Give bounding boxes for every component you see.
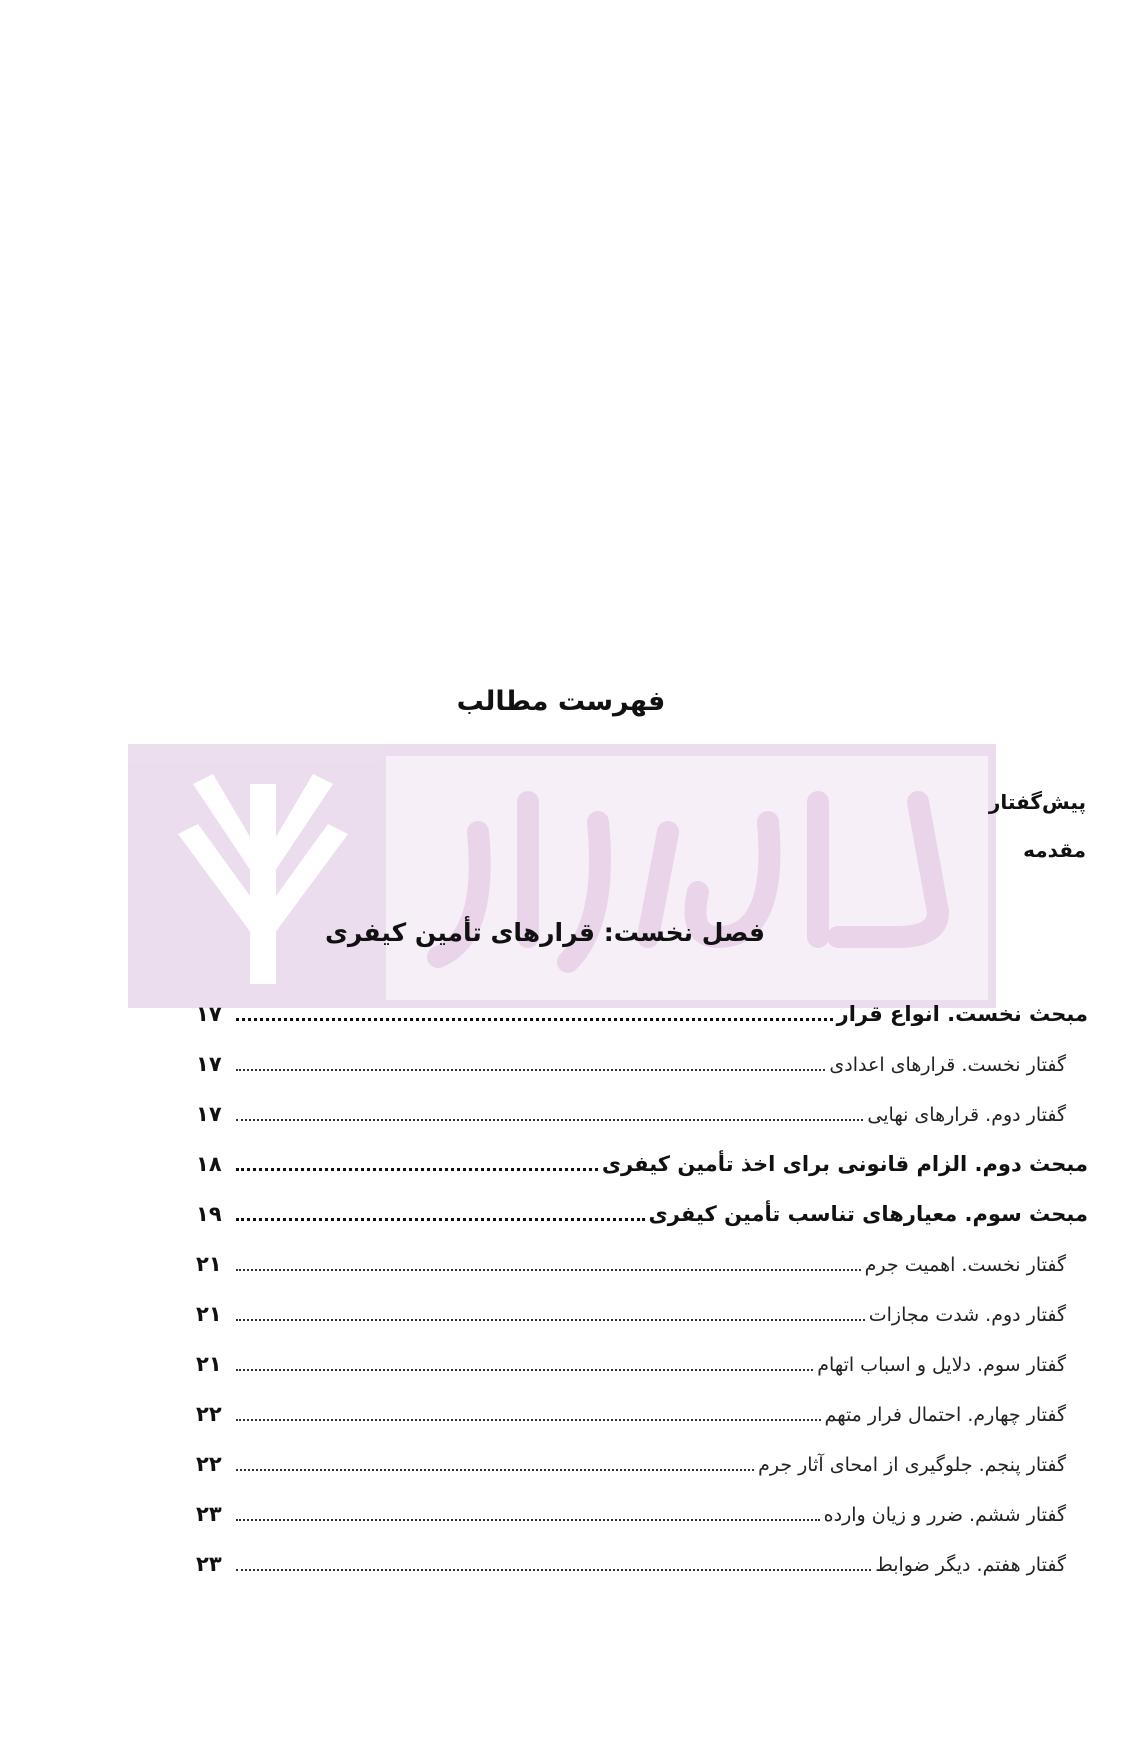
toc-entry-page: ۱۸ <box>196 1152 222 1176</box>
toc-entry[interactable] <box>196 980 1088 1030</box>
toc-entry-title: گفتار پنجم. جلوگیری از امحای آثار جرم <box>758 1454 1066 1476</box>
toc-entry-title: گفتار سوم. دلایل و اسباب اتهام <box>817 1354 1066 1376</box>
dot-leader <box>236 1319 865 1321</box>
toc-entry-page: ۲۲ <box>196 1402 222 1426</box>
dot-leader <box>236 1119 863 1121</box>
dot-leader <box>236 1469 754 1471</box>
toc-entry-title: مبحث سوم. معیارهای تناسب تأمین کیفری <box>648 1202 1088 1226</box>
toc-entry-page: ۲۲ <box>196 1452 222 1476</box>
toc-entry-title: گفتار چهارم. احتمال فرار متهم <box>824 1404 1066 1426</box>
dot-leader <box>236 1269 861 1271</box>
toc-entry-title: گفتار دوم. قرارهای نهایی <box>867 1104 1066 1126</box>
toc-entry-title: گفتار دوم. شدت مجازات <box>868 1304 1066 1326</box>
dot-leader <box>236 1519 820 1521</box>
watermark-logo-text <box>398 762 978 992</box>
toc-entry-page: ۲۱ <box>196 1252 222 1276</box>
toc-entry[interactable] <box>196 1080 1088 1130</box>
toc-entry[interactable] <box>196 1280 1088 1330</box>
toc-entry[interactable] <box>196 1530 1088 1580</box>
page-title: فهرست مطالب <box>456 686 666 717</box>
dot-leader <box>236 1569 871 1571</box>
toc-entry-page: ۲۳ <box>196 1552 222 1576</box>
toc-entry-page: ۱۷ <box>196 1052 222 1076</box>
dot-leader <box>236 1369 813 1371</box>
toc-entry-title: گفتار ششم. ضرر و زیان وارده <box>823 1504 1066 1526</box>
toc-entry-page: ۲۱ <box>196 1302 222 1326</box>
toc-entry-page: ۱۷ <box>196 1002 222 1026</box>
dot-leader <box>236 1168 598 1171</box>
table-of-contents <box>196 980 1088 1580</box>
toc-entry[interactable] <box>196 1330 1088 1380</box>
toc-entry[interactable] <box>196 1230 1088 1280</box>
toc-entry-page: ۱۷ <box>196 1102 222 1126</box>
dot-leader <box>236 1419 821 1421</box>
front-matter-preface[interactable]: پیش‌گفتار <box>988 790 1086 814</box>
toc-entry[interactable] <box>196 1480 1088 1530</box>
toc-entry[interactable] <box>196 1180 1088 1230</box>
toc-entry-title: گفتار نخست. اهمیت جرم <box>864 1254 1066 1276</box>
toc-entry-title: مبحث دوم. الزام قانونی برای اخذ تأمین کیفری <box>601 1152 1088 1176</box>
dot-leader <box>236 1069 825 1071</box>
watermark <box>128 744 996 1008</box>
toc-entry[interactable] <box>196 1430 1088 1480</box>
toc-entry[interactable] <box>196 1130 1088 1180</box>
front-matter-introduction[interactable]: مقدمه <box>1023 838 1086 862</box>
chapter-title: فصل نخست: قرارهای تأمین کیفری <box>324 918 766 947</box>
toc-entry-title: مبحث نخست. انواع قرار <box>836 1002 1088 1026</box>
toc-entry-page: ۱۹ <box>196 1202 222 1226</box>
dot-leader <box>236 1218 645 1221</box>
dot-leader <box>236 1018 833 1021</box>
toc-entry-title: گفتار نخست. قرارهای اعدادی <box>829 1054 1066 1076</box>
toc-entry[interactable] <box>196 1030 1088 1080</box>
toc-entry-title: گفتار هفتم. دیگر ضوابط <box>875 1554 1066 1576</box>
toc-entry-page: ۲۳ <box>196 1502 222 1526</box>
toc-entry[interactable] <box>196 1380 1088 1430</box>
toc-entry-page: ۲۱ <box>196 1352 222 1376</box>
trident-logo-icon <box>178 764 348 984</box>
